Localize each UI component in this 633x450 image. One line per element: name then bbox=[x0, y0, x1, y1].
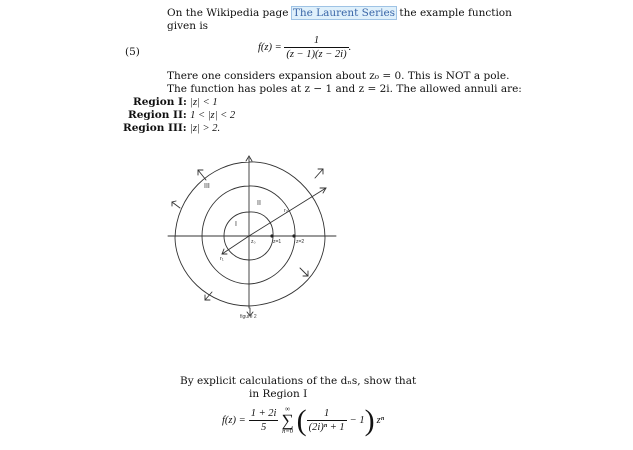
coef-numerator: 1 + 2i bbox=[250, 408, 277, 419]
region-3 bbox=[123, 122, 220, 135]
pole-dot-2 bbox=[292, 234, 295, 237]
region-1 bbox=[133, 96, 218, 109]
bottom-line-2: in Region I bbox=[249, 388, 308, 400]
z-power-n: zⁿ bbox=[376, 415, 385, 426]
equation-5 bbox=[258, 34, 351, 61]
region-3-label: Region III: bbox=[123, 122, 187, 134]
minus-one: − 1 bbox=[349, 415, 365, 426]
intro-suffix: the example function bbox=[399, 7, 512, 19]
region-1-label: Region I: bbox=[133, 96, 187, 108]
region-1-cond: |z| < 1 bbox=[190, 97, 218, 108]
region-1-mark: I bbox=[235, 221, 237, 228]
z0-label: z₀ bbox=[251, 239, 256, 245]
right-paren: ) bbox=[364, 403, 375, 437]
para-line-2: The function has poles at z − 1 and z = 2i. The allowed annuli are: bbox=[167, 83, 522, 95]
inner-fraction bbox=[307, 407, 347, 434]
region-2-label: Region II: bbox=[128, 109, 187, 121]
circle-region-2 bbox=[202, 186, 295, 284]
region-2-cond: 1 < |z| < 2 bbox=[190, 110, 236, 121]
r2-label: r₂ bbox=[284, 208, 288, 214]
para-line-1: There one considers expansion about z₀ = 0. This is NOT a pole. bbox=[167, 70, 510, 82]
equation-fraction bbox=[284, 34, 348, 61]
equation-trail: . bbox=[348, 41, 352, 53]
sum-lower: n=0 bbox=[282, 428, 293, 435]
series-lhs: f(z) = bbox=[222, 415, 246, 426]
intro-prefix: On the Wikipedia page bbox=[167, 7, 289, 19]
wikipedia-link[interactable]: The Laurent Series bbox=[292, 7, 396, 19]
region-3-cond: |z| > 2. bbox=[190, 123, 221, 134]
intro-line-2: given is bbox=[167, 20, 209, 32]
z1-label: z=1 bbox=[273, 239, 282, 245]
pole-dot-1 bbox=[270, 234, 273, 237]
figure-caption: figure 2 bbox=[240, 314, 257, 320]
radius-arrow-r2 bbox=[320, 188, 326, 193]
summation bbox=[281, 406, 293, 435]
equation-number: (5) bbox=[125, 46, 140, 58]
bottom-line-1: By explicit calculations of the dₙs, show that bbox=[180, 375, 417, 387]
region-2 bbox=[128, 109, 235, 122]
inner-denominator: (2i)ⁿ + 1 bbox=[308, 422, 345, 433]
figure-2-sketch bbox=[160, 148, 350, 328]
equation-lhs: f(z) = bbox=[258, 41, 282, 53]
sigma-symbol: ∑ bbox=[281, 411, 294, 430]
region-3-mark: III bbox=[204, 183, 210, 190]
intro-line-1 bbox=[167, 7, 512, 20]
inner-numerator: 1 bbox=[324, 408, 330, 419]
coef-denominator: 5 bbox=[249, 420, 279, 434]
left-paren: ( bbox=[296, 403, 307, 437]
r1-label: r₁ bbox=[220, 256, 224, 262]
sum-upper: ∞ bbox=[285, 405, 291, 413]
region-2-mark: II bbox=[257, 200, 261, 207]
series-formula bbox=[222, 403, 385, 437]
equation-denominator: (z − 1)(z − 2i) bbox=[286, 49, 347, 60]
equation-numerator: 1 bbox=[313, 35, 320, 46]
series-coefficient bbox=[249, 407, 279, 434]
z2-label: z=2 bbox=[296, 239, 305, 245]
